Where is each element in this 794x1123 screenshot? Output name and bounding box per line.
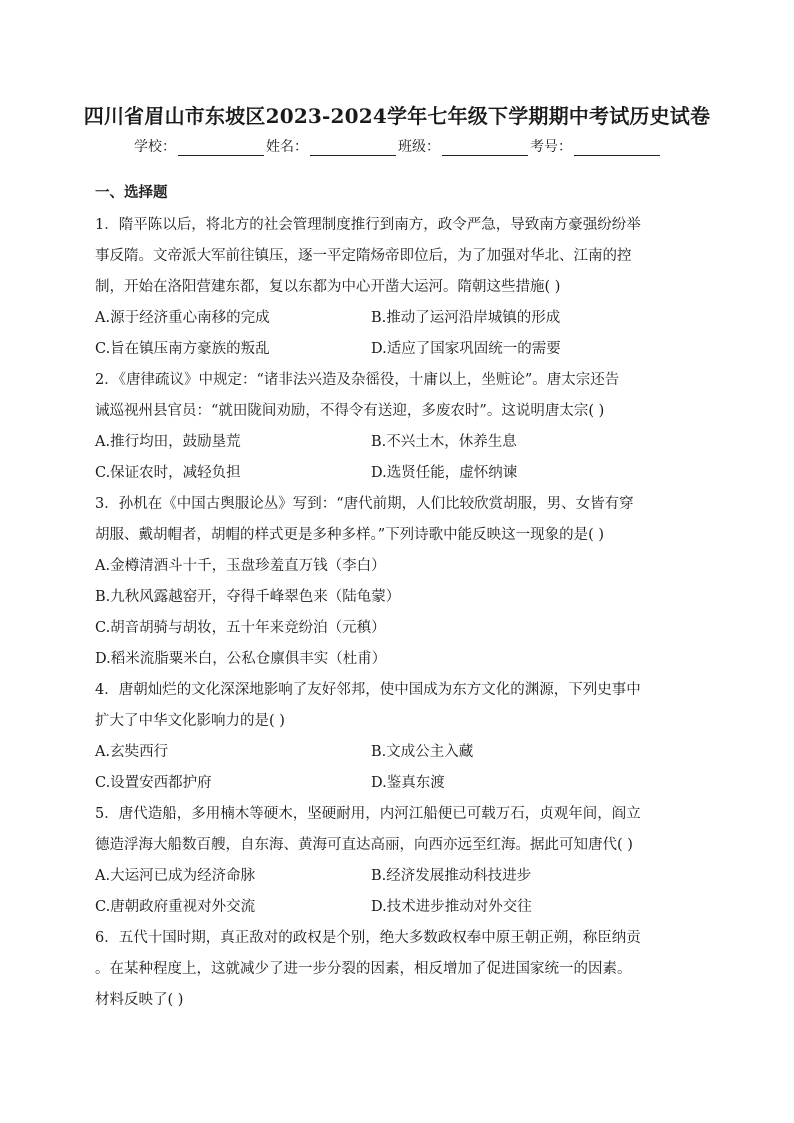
question-2 [95, 365, 705, 489]
answer-option[interactable]: C.设置安西都护府 [95, 775, 212, 791]
section-heading: 一、选择题 [95, 184, 168, 201]
question-stem-line: 1．隋平陈以后，将北方的社会管理制度推行到南方，政令严急，导致南方豪强纷纷举 [95, 217, 641, 233]
answer-option[interactable]: A.玄奘西行 [95, 744, 169, 760]
question-stem-line: 事反隋。文帝派大军前往镇压，逐一平定隋炀帝即位后，为了加强对华北、江南的控 [95, 248, 632, 264]
school-field [134, 136, 264, 156]
answer-option[interactable]: A.大运河已成为经济命脉 [95, 868, 256, 884]
exam-content [95, 181, 705, 1016]
question-6 [95, 923, 705, 1016]
answer-options [95, 551, 705, 675]
answer-option[interactable]: C.旨在镇压南方豪族的叛乱 [95, 341, 270, 357]
question-stem-line: 4．唐朝灿烂的文化深深地影响了友好邻邦，使中国成为东方文化的渊源，下列史事中 [95, 682, 641, 698]
question-stem-line: 2．《唐律疏议》中规定：“诸非法兴造及杂徭役，十庸以上，坐赃论”。唐太宗还告 [95, 372, 620, 388]
question-stem-line: 扩大了中华文化影响力的是( ) [95, 713, 285, 729]
answer-option[interactable]: C.唐朝政府重视对外交流 [95, 899, 256, 915]
answer-options [95, 303, 705, 365]
exam-number-blank [574, 141, 660, 156]
answer-option[interactable]: A.源于经济重心南移的完成 [95, 310, 270, 326]
student-info-row [0, 136, 794, 156]
class-blank [442, 141, 528, 156]
school-blank [178, 141, 264, 156]
answer-option[interactable]: D.适应了国家巩固统一的需要 [371, 341, 561, 357]
answer-option[interactable]: A.推行均田，鼓励垦荒 [95, 434, 241, 450]
question-stem-line: 制，开始在洛阳营建东都，复以东都为中心开凿大运河。隋朝这些措施( ) [95, 279, 561, 295]
answer-options [95, 427, 705, 489]
question-stem-line: 6．五代十国时期，真正敌对的政权是个别，绝大多数政权奉中原王朝正朔，称臣纳贡 [95, 930, 641, 946]
question-5 [95, 799, 705, 923]
answer-option[interactable]: A.金樽清酒斗十千，玉盘珍羞直万钱（李白） [95, 558, 386, 574]
answer-option[interactable]: C.保证农时，减轻负担 [95, 465, 241, 481]
question-stem-line: 。在某种程度上，这就减少了进一步分裂的因素，相反增加了促进国家统一的因素。 [95, 961, 632, 977]
answer-option[interactable]: B.不兴土木，休养生息 [371, 434, 517, 450]
answer-option[interactable]: B.文成公主入藏 [371, 744, 474, 760]
question-3 [95, 489, 705, 675]
question-list [95, 210, 705, 1016]
name-field [266, 136, 396, 156]
question-1 [95, 210, 705, 365]
name-label: 姓名： [266, 139, 308, 155]
question-stem-line: 胡服、戴胡帽者，胡帽的样式更是多种多样。”下列诗歌中能反映这一现象的是( ) [95, 527, 605, 543]
answer-option[interactable]: C.胡音胡骑与胡妆，五十年来竞纷泊（元稹） [95, 620, 386, 636]
name-blank [310, 141, 396, 156]
answer-options [95, 861, 705, 923]
question-stem-line: 诫巡视州县官员：“就田陇间劝励，不得令有送迎，多废农时”。这说明唐太宗( ) [95, 403, 605, 419]
answer-option[interactable]: D.稻米流脂粟米白，公私仓廪俱丰实（杜甫） [95, 651, 387, 667]
answer-option[interactable]: B.经济发展推动科技进步 [371, 868, 532, 884]
school-label: 学校： [134, 139, 176, 155]
question-stem-line: 德造浮海大船数百艘，自东海、黄海可直达高丽，向西亦远至红海。据此可知唐代( ) [95, 837, 633, 853]
answer-option[interactable]: B.推动了运河沿岸城镇的形成 [371, 310, 561, 326]
exam-number-label: 考号： [530, 139, 572, 155]
answer-option[interactable]: D.选贤任能，虚怀纳谏 [371, 465, 518, 481]
answer-option[interactable]: D.鉴真东渡 [371, 775, 445, 791]
answer-option[interactable]: B.九秋风露越窑开，夺得千峰翠色来（陆龟蒙） [95, 589, 401, 605]
question-4 [95, 675, 705, 799]
exam-number-field [530, 136, 660, 156]
answer-options [95, 737, 705, 799]
question-stem-line: 5．唐代造船，多用楠木等硬木，坚硬耐用，内河江船便已可载万石，贞观年间，阎立 [95, 806, 641, 822]
class-label: 班级： [398, 139, 440, 155]
class-field [398, 136, 528, 156]
question-stem-line: 材料反映了( ) [95, 992, 184, 1008]
question-stem-line: 3．孙机在《中国古舆服论丛》写到：“唐代前期，人们比较欣赏胡服，男、女皆有穿 [95, 496, 634, 512]
page-title: 四川省眉山市东坡区2023-2024学年七年级下学期期中考试历史试卷 [83, 104, 711, 128]
answer-option[interactable]: D.技术进步推动对外交往 [371, 899, 532, 915]
